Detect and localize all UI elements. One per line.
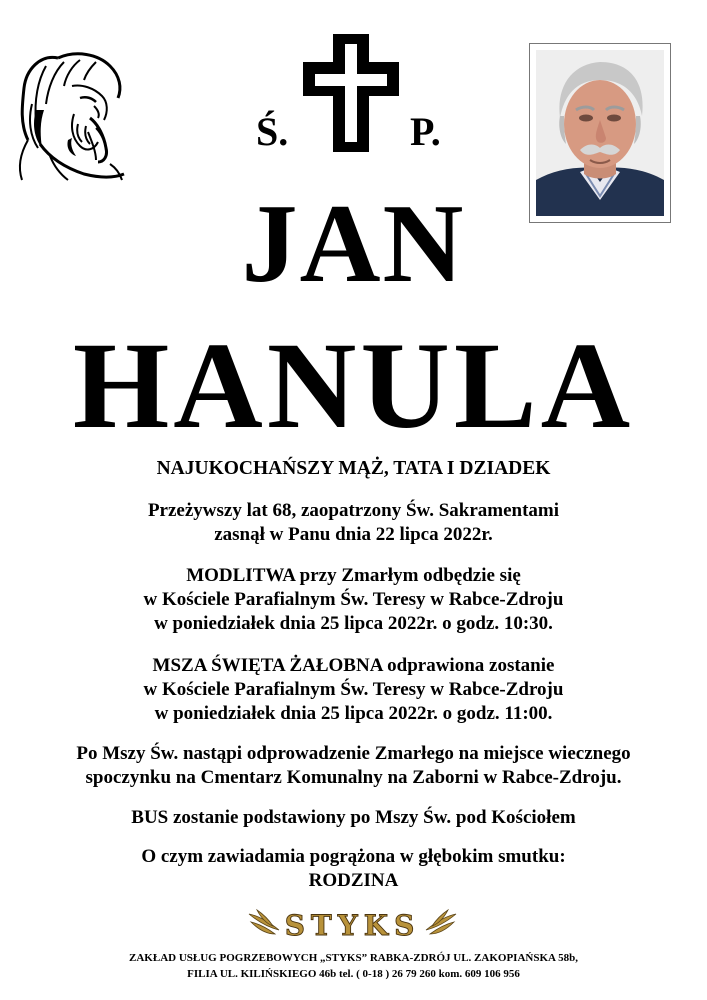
mass-line: MSZA ŚWIĘTA ŻAŁOBNA odprawiona zostanie	[152, 655, 555, 676]
company-line: FILIA UL. KILIŃSKIEGO 46b tel. ( 0-18 ) 26 79 260 kom. 609 106 956	[187, 968, 520, 980]
first-name: JAN	[241, 182, 466, 306]
mass-line: w Kościele Parafialnym Św. Teresy w Rabce-Zdroju	[143, 679, 564, 700]
signature: RODZINA	[308, 870, 399, 891]
prayer-line: w poniedziałek dnia 25 lipca 2022r. o godz. 10:30.	[154, 613, 553, 634]
praying-jesus-icon	[10, 44, 128, 186]
mass-line: w poniedziałek dnia 25 lipca 2022r. o godz. 11:00.	[154, 703, 553, 724]
death-info-line: Przeżywszy lat 68, zaopatrzony Św. Sakramentami	[147, 500, 560, 521]
styks-logo-text: STYKS	[284, 909, 421, 942]
bus-line: BUS zostanie podstawiony po Mszy Św. pod Kościołem	[131, 807, 576, 828]
death-info-line: zasnął w Panu dnia 22 lipca 2022r.	[214, 524, 493, 545]
closing-line: O czym zawiadamia pogrążona w głębokim smutku:	[141, 846, 566, 867]
last-name: HANULA	[72, 317, 635, 454]
relation-line: NAJUKOCHAŃSZY MĄŻ, TATA I DZIADEK	[156, 458, 551, 479]
burial-line: Po Mszy Św. nastąpi odprowadzenie Zmarłego na miejsce wiecznego	[76, 743, 631, 764]
burial-line: spoczynku na Cmentarz Komunalny na Zaborni w Rabce-Zdroju.	[85, 767, 622, 788]
prefix-right: P.	[410, 109, 441, 154]
cross-icon	[303, 34, 399, 152]
prayer-line: MODLITWA przy Zmarłym odbędzie się	[186, 565, 521, 586]
prefix-left: Ś.	[256, 109, 289, 154]
company-line: ZAKŁAD USŁUG POGRZEBOWYCH „STYKS” RABKA-ZDRÓJ UL. ZAKOPIAŃSKA 58b,	[129, 952, 578, 964]
prayer-line: w Kościele Parafialnym Św. Teresy w Rabce-Zdroju	[143, 589, 564, 610]
styks-logo	[245, 906, 460, 946]
